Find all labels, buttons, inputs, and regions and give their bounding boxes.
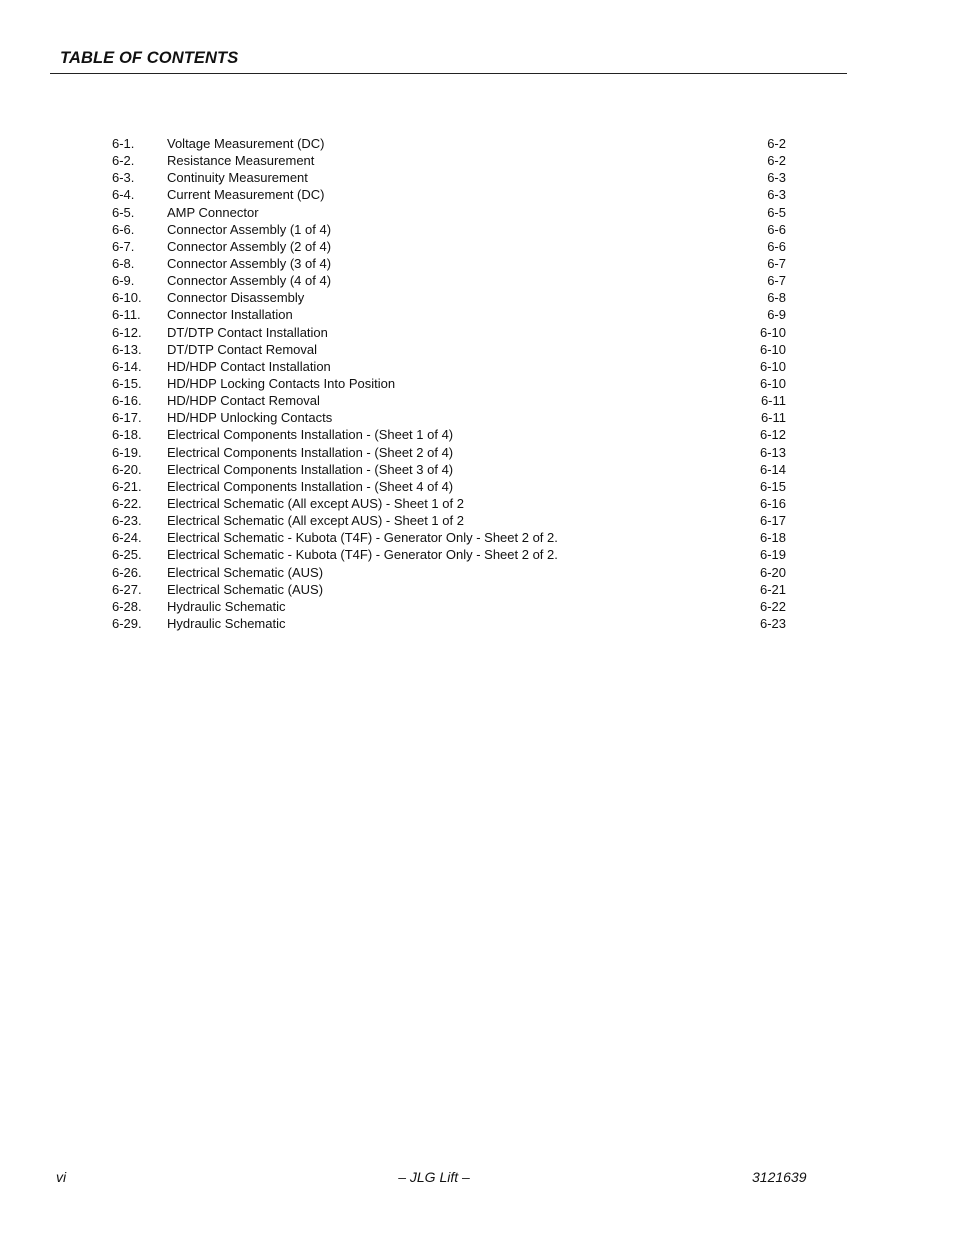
figure-number: 6-6. <box>112 221 135 237</box>
toc-entry[interactable] <box>112 306 786 323</box>
toc-entry[interactable] <box>112 238 786 255</box>
page-ref: 6-7 <box>767 255 786 271</box>
footer-page-number: vi <box>56 1169 67 1185</box>
figure-number: 6-19. <box>112 444 142 460</box>
toc-entry[interactable] <box>112 152 786 169</box>
toc-entry[interactable] <box>112 289 786 306</box>
page-ref: 6-14 <box>759 461 786 477</box>
toc-entry[interactable] <box>112 135 786 152</box>
page-ref: 6-16 <box>759 495 786 511</box>
page-ref: 6-11 <box>760 393 786 409</box>
page-ref: 6-10 <box>759 341 786 357</box>
figure-number: 6-4. <box>112 187 135 203</box>
figure-number: 6-29. <box>112 615 142 631</box>
figure-number: 6-1. <box>112 136 135 151</box>
toc-entry[interactable] <box>112 495 786 512</box>
figure-number: 6-22. <box>112 495 142 511</box>
figure-title: DT/DTP Contact Removal <box>167 341 318 357</box>
figure-title: HD/HDP Locking Contacts Into Position <box>167 375 396 391</box>
toc-entry[interactable] <box>112 546 786 563</box>
toc-entry[interactable] <box>112 461 786 478</box>
figure-title: Current Measurement (DC) <box>167 187 325 203</box>
figure-number: 6-5. <box>112 204 135 220</box>
toc-entry[interactable] <box>112 392 786 409</box>
toc-entry[interactable] <box>112 615 786 632</box>
figure-number: 6-20. <box>112 461 142 477</box>
figure-number: 6-24. <box>112 530 142 546</box>
page-ref: 6-10 <box>759 358 786 374</box>
page-ref: 6-2 <box>767 136 786 151</box>
figure-title: HD/HDP Contact Installation <box>167 358 331 374</box>
footer-doc-number: 3121639 <box>752 1169 807 1185</box>
figure-title: Electrical Schematic - Kubota (T4F) - Generator Only - Sheet 2 of 2. <box>167 530 558 546</box>
figure-title: HD/HDP Unlocking Contacts <box>167 410 333 426</box>
toc-entry[interactable] <box>112 478 786 495</box>
toc-entry[interactable] <box>112 529 786 546</box>
figure-number: 6-18. <box>112 427 142 443</box>
figure-title: Electrical Schematic (AUS) <box>167 564 324 580</box>
figure-title: Connector Assembly (1 of 4) <box>167 221 332 237</box>
toc-entry[interactable] <box>112 426 786 443</box>
toc-entry[interactable] <box>112 358 786 375</box>
figure-title: Electrical Components Installation - (Sheet 1 of 4) <box>167 427 454 443</box>
figure-number: 6-15. <box>112 375 142 391</box>
figure-title: Connector Assembly (4 of 4) <box>167 273 332 289</box>
toc-entry[interactable] <box>112 272 786 289</box>
figure-number: 6-23. <box>112 513 142 529</box>
figure-title: Connector Disassembly <box>167 290 305 306</box>
toc-entry[interactable] <box>112 255 786 272</box>
footer-publisher: – JLG Lift – <box>398 1169 470 1185</box>
page-ref: 6-15 <box>759 478 786 494</box>
figure-title: Electrical Schematic (All except AUS) - Sheet 1 of 2 <box>167 513 464 529</box>
page-ref: 6-5 <box>767 204 786 220</box>
figure-number: 6-21. <box>112 478 142 494</box>
page-ref: 6-13 <box>759 444 786 460</box>
toc-entry[interactable] <box>112 598 786 615</box>
toc-entry[interactable] <box>112 186 786 203</box>
page-ref: 6-12 <box>759 427 786 443</box>
figure-number: 6-28. <box>112 598 142 614</box>
figure-number: 6-14. <box>112 358 142 374</box>
page-ref: 6-18 <box>759 530 786 546</box>
page-ref: 6-21 <box>759 581 786 597</box>
page-ref: 6-3 <box>767 187 786 203</box>
page-ref: 6-10 <box>759 375 786 391</box>
figure-number: 6-7. <box>112 238 135 254</box>
figure-title: Electrical Components Installation - (Sheet 3 of 4) <box>167 461 454 477</box>
figure-number: 6-17. <box>112 410 142 426</box>
figure-title: HD/HDP Contact Removal <box>167 393 320 409</box>
page-ref: 6-20 <box>759 564 786 580</box>
toc-entry[interactable] <box>112 375 786 392</box>
page-ref: 6-6 <box>767 221 786 237</box>
page-ref: 6-6 <box>767 238 786 254</box>
page-ref: 6-11 <box>760 410 786 426</box>
figure-title: Voltage Measurement (DC) <box>167 136 325 151</box>
figure-title: DT/DTP Contact Installation <box>167 324 328 340</box>
figure-number: 6-26. <box>112 564 142 580</box>
page-ref: 6-19 <box>759 547 786 563</box>
toc-entry[interactable] <box>112 341 786 358</box>
toc-entry[interactable] <box>112 324 786 341</box>
figure-title: Connector Assembly (3 of 4) <box>167 255 332 271</box>
page-ref: 6-2 <box>767 153 786 169</box>
toc-entry[interactable] <box>112 409 786 426</box>
figure-number: 6-10. <box>112 290 142 306</box>
figure-title: Hydraulic Schematic <box>167 615 286 631</box>
figure-number: 6-25. <box>112 547 142 563</box>
figure-number: 6-11. <box>112 307 141 323</box>
figure-number: 6-16. <box>112 393 142 409</box>
toc-entry[interactable] <box>112 169 786 186</box>
page-ref: 6-22 <box>759 598 786 614</box>
figure-title: Electrical Schematic (AUS) <box>167 581 324 597</box>
figure-number: 6-3. <box>112 170 135 186</box>
page-ref: 6-23 <box>759 615 786 631</box>
figure-list <box>112 135 786 632</box>
figure-title: Electrical Schematic - Kubota (T4F) - Generator Only - Sheet 2 of 2. <box>167 547 558 563</box>
figure-number: 6-8. <box>112 255 135 271</box>
figure-number: 6-27. <box>112 581 142 597</box>
toc-entry[interactable] <box>112 564 786 581</box>
page-ref: 6-9 <box>767 307 786 323</box>
figure-number: 6-2. <box>112 153 135 169</box>
figure-number: 6-13. <box>112 341 142 357</box>
page-ref: 6-3 <box>767 170 786 186</box>
page-ref: 6-8 <box>767 290 786 306</box>
toc-entry[interactable] <box>112 444 786 461</box>
header-divider <box>50 73 847 74</box>
figure-title: Electrical Components Installation - (Sheet 4 of 4) <box>167 478 454 494</box>
figure-title: Continuity Measurement <box>167 170 308 186</box>
toc-entry[interactable] <box>112 581 786 598</box>
toc-entry[interactable] <box>112 221 786 238</box>
figure-title: Electrical Schematic (All except AUS) - Sheet 1 of 2 <box>167 495 464 511</box>
figure-number: 6-12. <box>112 324 142 340</box>
toc-entry[interactable] <box>112 512 786 529</box>
figure-title: Electrical Components Installation - (Sheet 2 of 4) <box>167 444 454 460</box>
figure-title: Connector Assembly (2 of 4) <box>167 238 332 254</box>
page-ref: 6-10 <box>759 324 786 340</box>
figure-number: 6-9. <box>112 273 135 289</box>
toc-entry[interactable] <box>112 204 786 221</box>
page-ref: 6-17 <box>759 513 786 529</box>
figure-title: Hydraulic Schematic <box>167 598 286 614</box>
figure-title: Connector Installation <box>167 307 293 323</box>
page-title: TABLE OF CONTENTS <box>60 49 239 67</box>
figure-title: AMP Connector <box>167 204 259 220</box>
figure-title: Resistance Measurement <box>167 153 315 169</box>
page-ref: 6-7 <box>767 273 786 289</box>
